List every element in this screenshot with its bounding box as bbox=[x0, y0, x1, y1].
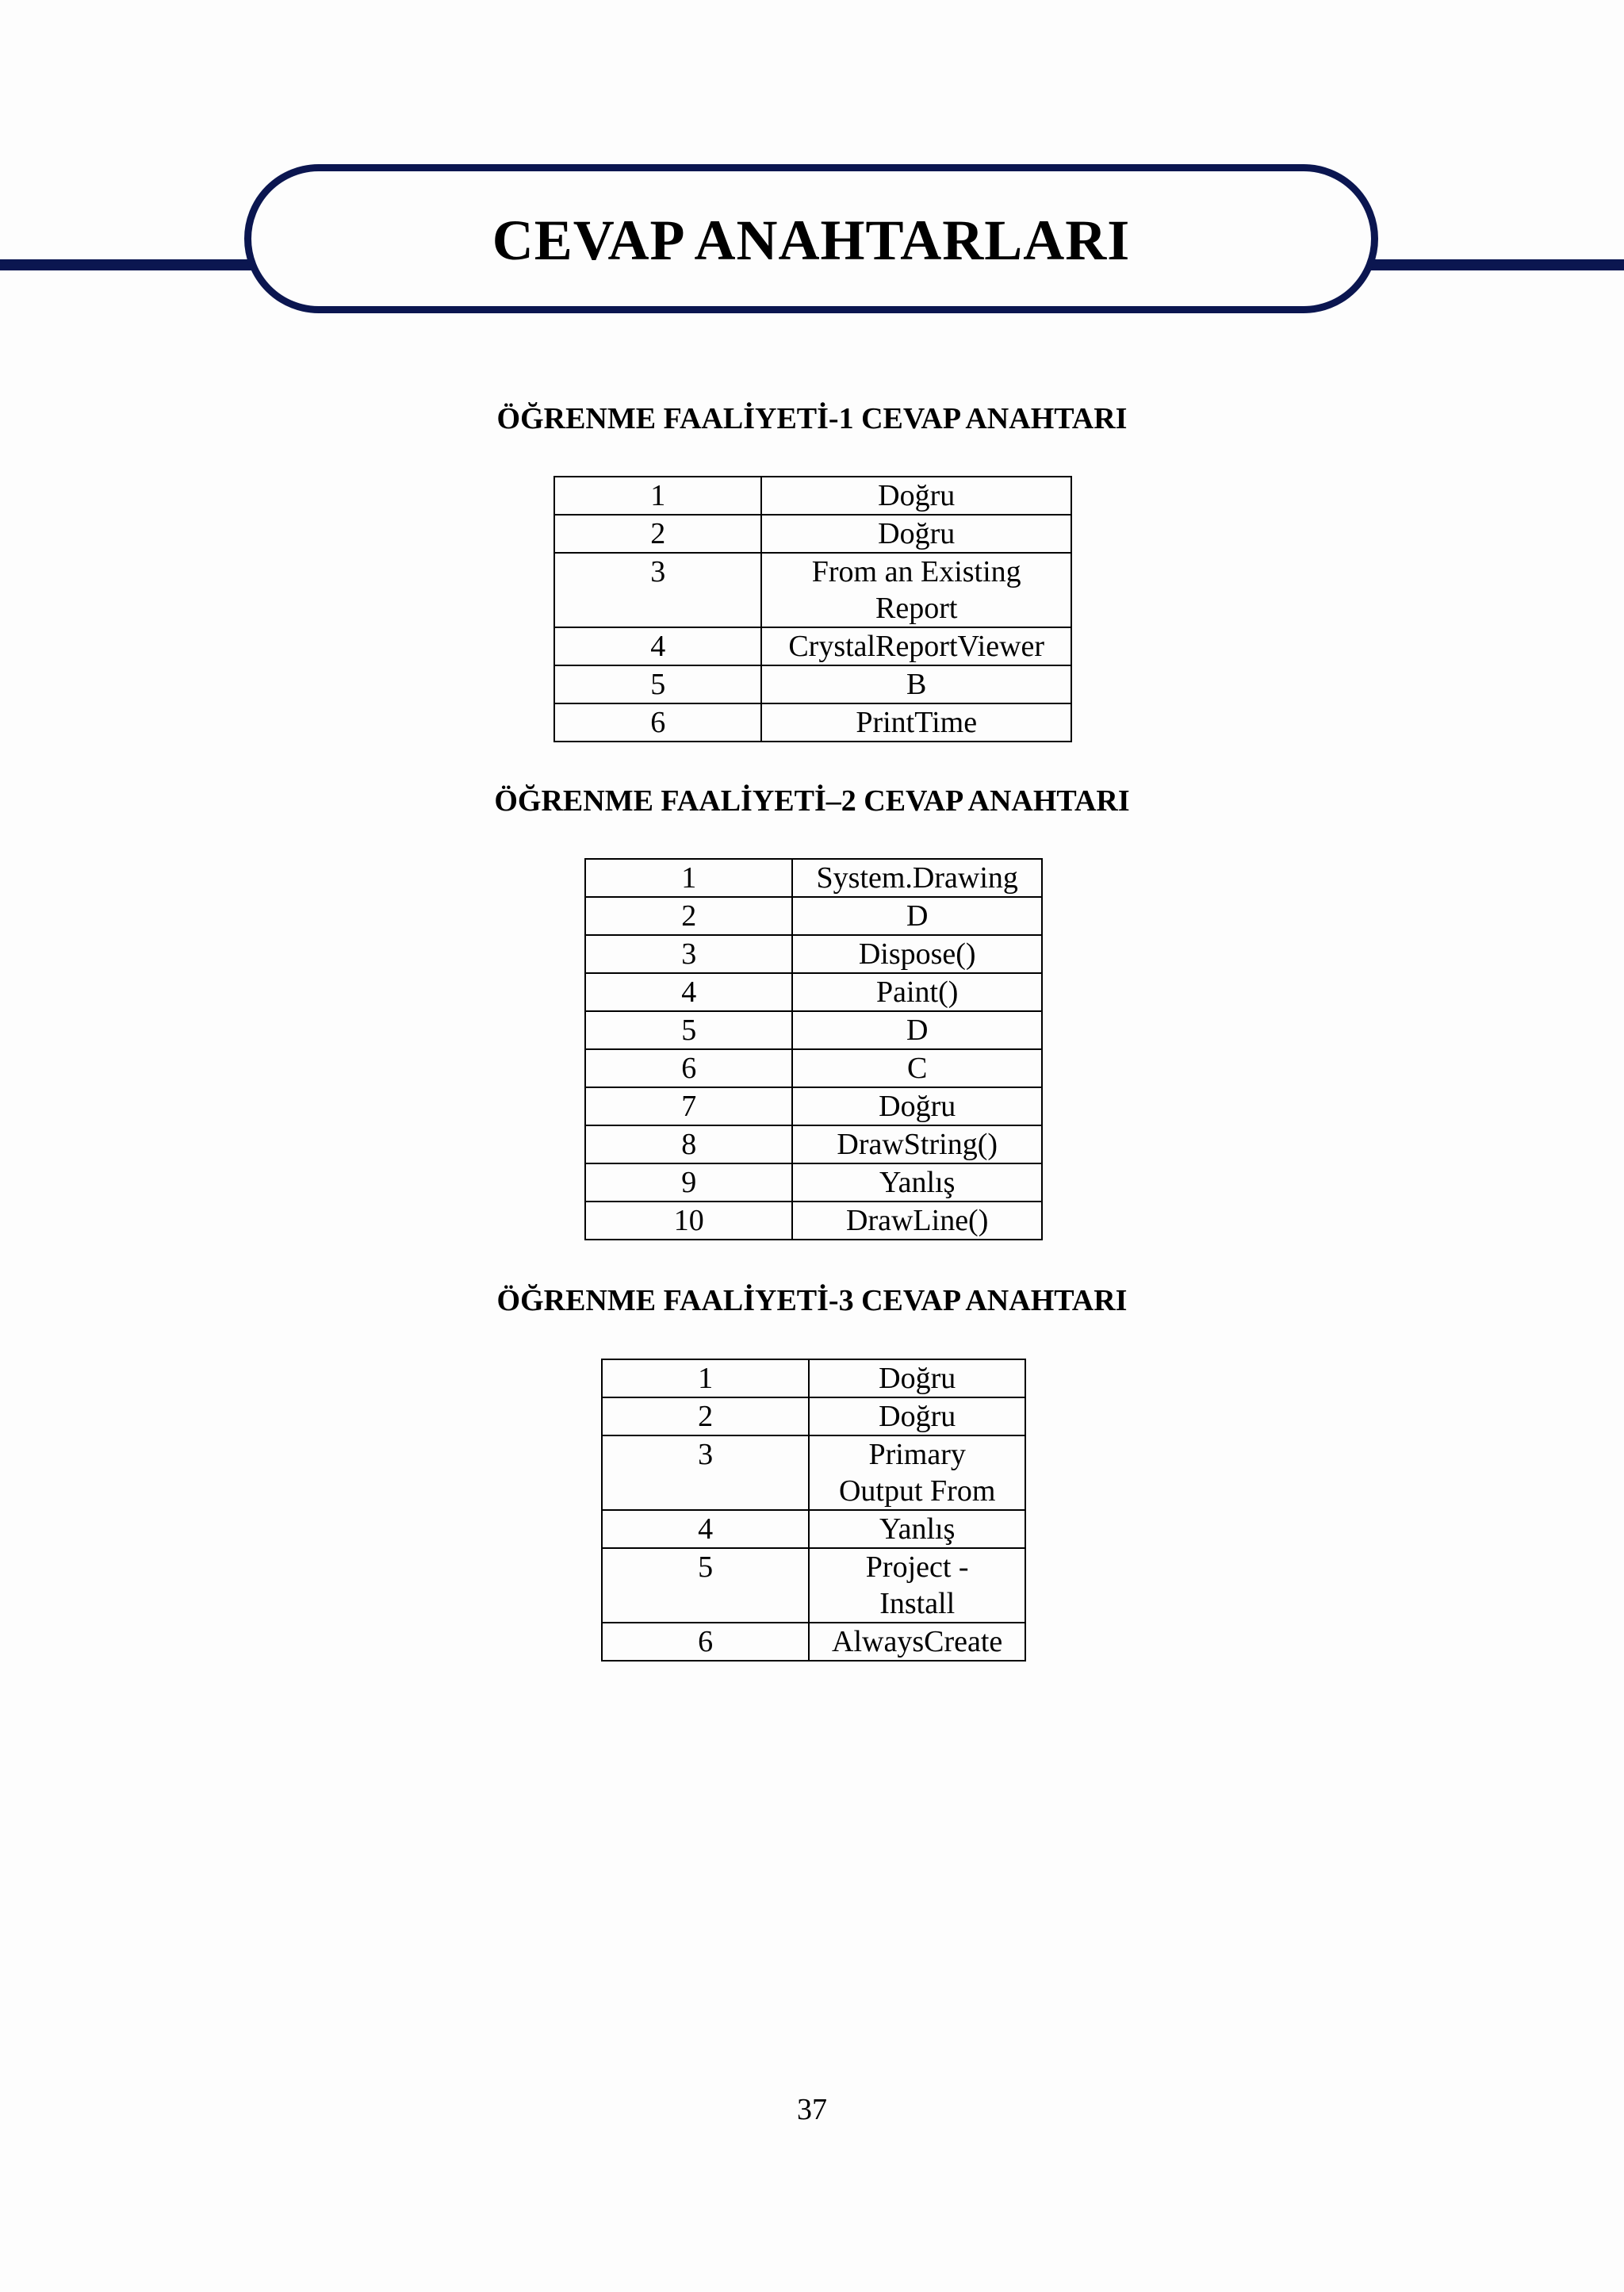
header-rule-left bbox=[0, 259, 254, 270]
answer-cell: DrawString() bbox=[792, 1125, 1042, 1163]
answer-cell: B bbox=[761, 665, 1071, 703]
table-row bbox=[554, 627, 1071, 665]
question-number: 3 bbox=[554, 553, 761, 627]
section-2-title: ÖĞRENME FAALİYETİ–2 CEVAP ANAHTARI bbox=[494, 784, 1130, 818]
table-row bbox=[585, 859, 1042, 897]
table-row bbox=[554, 553, 1071, 627]
question-number: 6 bbox=[554, 703, 761, 742]
question-number: 1 bbox=[554, 477, 761, 515]
header-banner bbox=[244, 164, 1378, 313]
table-row bbox=[585, 973, 1042, 1011]
table-row bbox=[602, 1510, 1025, 1548]
question-number: 8 bbox=[585, 1125, 792, 1163]
question-number: 3 bbox=[602, 1435, 809, 1510]
question-number: 4 bbox=[585, 973, 792, 1011]
table-row bbox=[602, 1359, 1025, 1397]
table-row bbox=[554, 515, 1071, 553]
answer-cell: D bbox=[792, 1011, 1042, 1049]
question-number: 5 bbox=[602, 1548, 809, 1623]
answer-table-3 bbox=[601, 1359, 1026, 1662]
question-number: 5 bbox=[585, 1011, 792, 1049]
answer-cell: System.Drawing bbox=[792, 859, 1042, 897]
answer-cell: Doğru bbox=[761, 477, 1071, 515]
question-number: 1 bbox=[585, 859, 792, 897]
question-number: 2 bbox=[585, 897, 792, 935]
table-row bbox=[585, 935, 1042, 973]
answer-cell: Yanlış bbox=[809, 1510, 1025, 1548]
table-row bbox=[585, 1049, 1042, 1087]
answer-cell: From an Existing Report bbox=[761, 553, 1071, 627]
question-number: 5 bbox=[554, 665, 761, 703]
answer-cell: D bbox=[792, 897, 1042, 935]
section-3-title: ÖĞRENME FAALİYETİ-3 CEVAP ANAHTARI bbox=[496, 1284, 1128, 1317]
section-1-title: ÖĞRENME FAALİYETİ-1 CEVAP ANAHTARI bbox=[496, 402, 1128, 435]
answer-table-2 bbox=[584, 858, 1043, 1240]
answer-cell: Doğru bbox=[809, 1397, 1025, 1435]
question-number: 10 bbox=[585, 1202, 792, 1240]
header-rule-right bbox=[1370, 259, 1624, 270]
answer-cell: Dispose() bbox=[792, 935, 1042, 973]
table-row bbox=[585, 1202, 1042, 1240]
table-row bbox=[554, 477, 1071, 515]
answer-cell: Paint() bbox=[792, 973, 1042, 1011]
table-row bbox=[602, 1623, 1025, 1661]
answer-cell: Project - Install bbox=[809, 1548, 1025, 1623]
answer-cell: C bbox=[792, 1049, 1042, 1087]
answer-cell: Primary Output From bbox=[809, 1435, 1025, 1510]
table-row bbox=[554, 703, 1071, 742]
answer-cell: Doğru bbox=[809, 1359, 1025, 1397]
answer-cell: DrawLine() bbox=[792, 1202, 1042, 1240]
answer-cell: CrystalReportViewer bbox=[761, 627, 1071, 665]
answer-cell: AlwaysCreate bbox=[809, 1623, 1025, 1661]
question-number: 6 bbox=[602, 1623, 809, 1661]
table-row bbox=[585, 1011, 1042, 1049]
question-number: 7 bbox=[585, 1087, 792, 1125]
answer-cell: PrintTime bbox=[761, 703, 1071, 742]
question-number: 2 bbox=[602, 1397, 809, 1435]
table-row bbox=[585, 897, 1042, 935]
page-title: CEVAP ANAHTARLARI bbox=[492, 208, 1131, 272]
question-number: 6 bbox=[585, 1049, 792, 1087]
answer-cell: Doğru bbox=[792, 1087, 1042, 1125]
question-number: 4 bbox=[602, 1510, 809, 1548]
table-row bbox=[585, 1163, 1042, 1202]
question-number: 9 bbox=[585, 1163, 792, 1202]
answer-cell: Yanlış bbox=[792, 1163, 1042, 1202]
question-number: 4 bbox=[554, 627, 761, 665]
table-row bbox=[585, 1087, 1042, 1125]
question-number: 1 bbox=[602, 1359, 809, 1397]
table-row bbox=[554, 665, 1071, 703]
answer-table-1 bbox=[553, 476, 1072, 742]
table-row bbox=[585, 1125, 1042, 1163]
answer-cell: Doğru bbox=[761, 515, 1071, 553]
table-row bbox=[602, 1397, 1025, 1435]
table-row bbox=[602, 1435, 1025, 1510]
question-number: 2 bbox=[554, 515, 761, 553]
table-row bbox=[602, 1548, 1025, 1623]
page-number: 37 bbox=[797, 2093, 827, 2126]
question-number: 3 bbox=[585, 935, 792, 973]
